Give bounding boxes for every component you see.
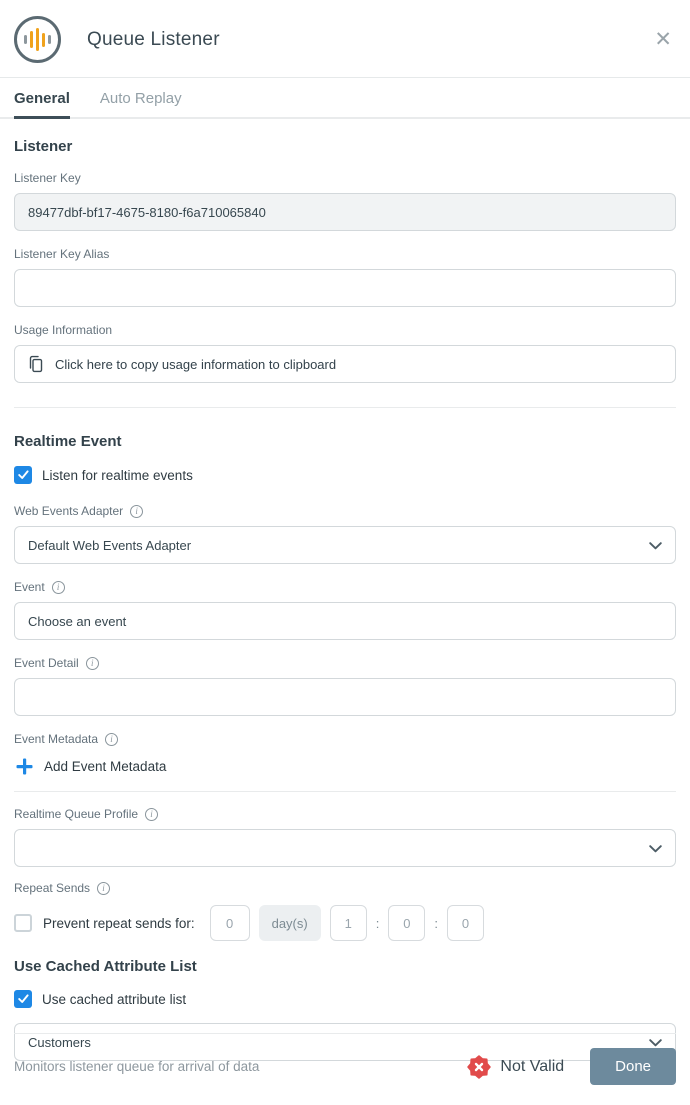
repeat-sends-row xyxy=(14,905,676,941)
usage-information-label: Usage Information xyxy=(14,323,113,337)
done-button[interactable]: Done xyxy=(590,1048,676,1085)
repeat-seconds-input[interactable] xyxy=(447,905,484,941)
dialog-header xyxy=(0,0,690,78)
copy-usage-information-button[interactable] xyxy=(14,345,676,383)
time-separator: : xyxy=(434,915,438,931)
tab-auto-replay[interactable]: Auto Replay xyxy=(99,90,182,107)
realtime-queue-profile-value[interactable] xyxy=(14,829,676,867)
chevron-down-icon xyxy=(649,845,662,853)
repeat-minutes-input[interactable] xyxy=(388,905,425,941)
info-icon[interactable]: i xyxy=(105,733,118,746)
event-detail-label: Event Detail i xyxy=(14,656,676,670)
time-separator: : xyxy=(375,915,380,931)
event-input[interactable] xyxy=(14,602,676,640)
realtime-event-section-heading: Realtime Event xyxy=(14,433,122,450)
use-cached-attribute-list-checkbox[interactable] xyxy=(14,990,32,1008)
info-icon[interactable]: i xyxy=(97,882,110,895)
queue-listener-logo-icon xyxy=(14,16,61,63)
info-icon[interactable]: i xyxy=(145,808,158,821)
event-metadata-label: Event Metadata i xyxy=(14,732,676,746)
section-divider xyxy=(14,407,676,408)
web-events-adapter-select[interactable] xyxy=(14,526,676,564)
status-badge: Not Valid xyxy=(500,1057,565,1075)
plus-icon xyxy=(16,758,33,775)
web-events-adapter-label: Web Events Adapter i xyxy=(14,504,676,518)
cached-attribute-list-heading: Use Cached Attribute List xyxy=(14,958,197,975)
copy-icon xyxy=(27,355,44,373)
info-icon[interactable]: i xyxy=(130,505,143,518)
listen-realtime-events-row xyxy=(14,466,676,484)
days-unit-label: day(s) xyxy=(259,905,321,941)
prevent-repeat-sends-label: Prevent repeat sends for: xyxy=(43,915,195,931)
repeat-sends-label: Repeat Sends i xyxy=(14,881,676,895)
not-valid-icon xyxy=(467,1055,491,1079)
listener-key-input[interactable] xyxy=(14,193,676,231)
dialog-title: Queue Listener xyxy=(87,28,220,50)
footer-description: Monitors listener queue for arrival of data xyxy=(14,1059,260,1074)
use-cached-attribute-list-row xyxy=(14,990,676,1008)
realtime-queue-profile-label: Realtime Queue Profile i xyxy=(14,807,676,821)
repeat-days-input[interactable] xyxy=(210,905,250,941)
listener-key-label: Listener Key xyxy=(14,171,81,185)
use-cached-attribute-list-label: Use cached attribute list xyxy=(42,991,187,1007)
add-event-metadata-label: Add Event Metadata xyxy=(44,759,167,774)
event-detail-input[interactable] xyxy=(14,678,676,716)
repeat-hours-input[interactable] xyxy=(330,905,367,941)
info-icon[interactable]: i xyxy=(52,581,65,594)
listener-key-alias-label: Listener Key Alias xyxy=(14,247,110,261)
listen-realtime-events-checkbox[interactable] xyxy=(14,466,32,484)
info-icon[interactable]: i xyxy=(86,657,99,670)
tab-bar xyxy=(0,90,690,119)
copy-usage-information-text: Click here to copy usage information to clipboard xyxy=(55,356,337,372)
event-label: Event i xyxy=(14,580,676,594)
chevron-down-icon xyxy=(649,542,662,550)
prevent-repeat-sends-checkbox[interactable] xyxy=(14,914,32,932)
close-icon[interactable]: ✕ xyxy=(654,28,672,51)
dialog-footer xyxy=(0,1033,690,1105)
realtime-queue-profile-select[interactable] xyxy=(14,829,676,867)
listener-key-alias-input[interactable] xyxy=(14,269,676,307)
add-event-metadata-button[interactable] xyxy=(14,754,676,777)
web-events-adapter-value[interactable] xyxy=(14,526,676,564)
section-divider xyxy=(14,791,676,792)
listen-realtime-events-label: Listen for realtime events xyxy=(42,467,193,483)
listener-section-heading: Listener xyxy=(14,138,73,155)
tab-general[interactable]: General xyxy=(14,90,70,119)
